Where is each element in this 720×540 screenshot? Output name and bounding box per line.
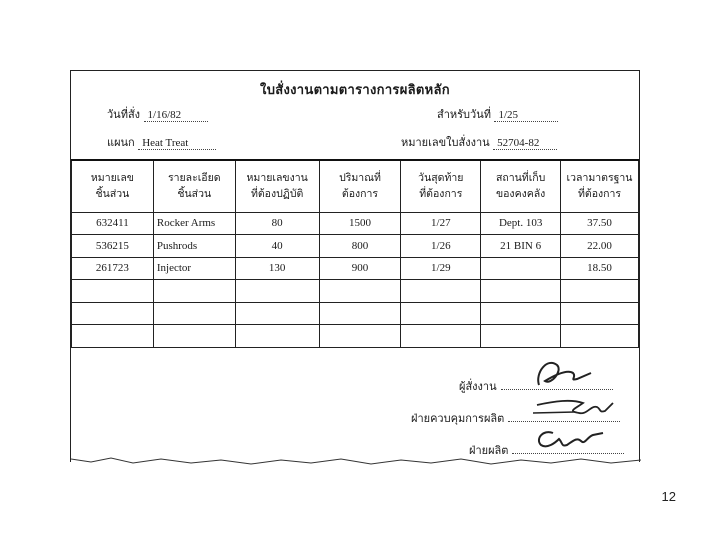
cell-part-number: 632411 (72, 212, 154, 235)
ordered-by-label: ผู้สั่งงาน (459, 380, 497, 393)
cell-job-number: 80 (235, 212, 319, 235)
order-number-value: 52704-82 (493, 137, 557, 150)
department-value: Heat Treat (138, 137, 216, 150)
col-header-job-number: หมายเลขงาน ที่ต้องปฏิบัติ (235, 160, 319, 212)
cell-part-number: 536215 (72, 235, 154, 258)
work-order-table (71, 159, 639, 348)
cell-due-date: 1/27 (401, 212, 481, 235)
cell-due-date: 1/29 (401, 257, 481, 280)
for-date-label: สำหรับวันที่ (437, 108, 491, 121)
cell-storage-location (481, 257, 561, 280)
order-number-field (401, 133, 557, 151)
cell-storage-location: Dept. 103 (481, 212, 561, 235)
cell-storage-location: 21 BIN 6 (481, 235, 561, 258)
table-row-empty (72, 280, 639, 303)
torn-paper-edge (71, 453, 641, 467)
work-order-form (70, 70, 640, 462)
col-header-standard-time: เวลามาตรฐาน ที่ต้องการ (561, 160, 639, 212)
order-date-label: วันที่สั่ง (107, 108, 141, 121)
table-row (72, 257, 639, 280)
production-control-signature-mark (527, 393, 617, 419)
department-field (107, 133, 216, 151)
cell-part-description: Pushrods (153, 235, 235, 258)
table-row-empty (72, 302, 639, 325)
form-title: ใบสั่งงานตามตารางการผลิตหลัก (260, 83, 450, 98)
for-date-value: 1/25 (494, 109, 558, 122)
cell-standard-time: 18.50 (561, 257, 639, 280)
production-label: ฝ่ายผลิต (469, 444, 509, 457)
table-row (72, 212, 639, 235)
order-number-label: หมายเลขใบสั่งงาน (401, 136, 490, 149)
cell-part-number: 261723 (72, 257, 154, 280)
cell-standard-time: 37.50 (561, 212, 639, 235)
production-signature-mark (531, 425, 607, 451)
cell-job-number: 130 (235, 257, 319, 280)
ordered-by-signature-mark (533, 351, 595, 391)
table-header-row (72, 160, 639, 212)
col-header-part-description: รายละเอียด ชิ้นส่วน (153, 160, 235, 212)
cell-quantity: 800 (319, 235, 401, 258)
cell-standard-time: 22.00 (561, 235, 639, 258)
col-header-quantity: ปริมาณที่ ต้องการ (319, 160, 401, 212)
page-number: 12 (661, 489, 676, 504)
cell-quantity: 900 (319, 257, 401, 280)
cell-job-number: 40 (235, 235, 319, 258)
for-date-field (437, 105, 558, 123)
cell-quantity: 1500 (319, 212, 401, 235)
cell-part-description: Rocker Arms (153, 212, 235, 235)
col-header-due-date: วันสุดท้าย ที่ต้องการ (401, 160, 481, 212)
production-control-label: ฝ่ายควบคุมการผลิต (411, 412, 505, 425)
order-date-field (107, 105, 208, 123)
department-label: แผนก (107, 136, 135, 149)
col-header-storage-location: สถานที่เก็บ ของคงคลัง (481, 160, 561, 212)
cell-part-description: Injector (153, 257, 235, 280)
order-date-value: 1/16/82 (144, 109, 208, 122)
col-header-part-number: หมายเลข ชิ้นส่วน (72, 160, 154, 212)
cell-due-date: 1/26 (401, 235, 481, 258)
table-row-empty (72, 325, 639, 348)
table-row (72, 235, 639, 258)
